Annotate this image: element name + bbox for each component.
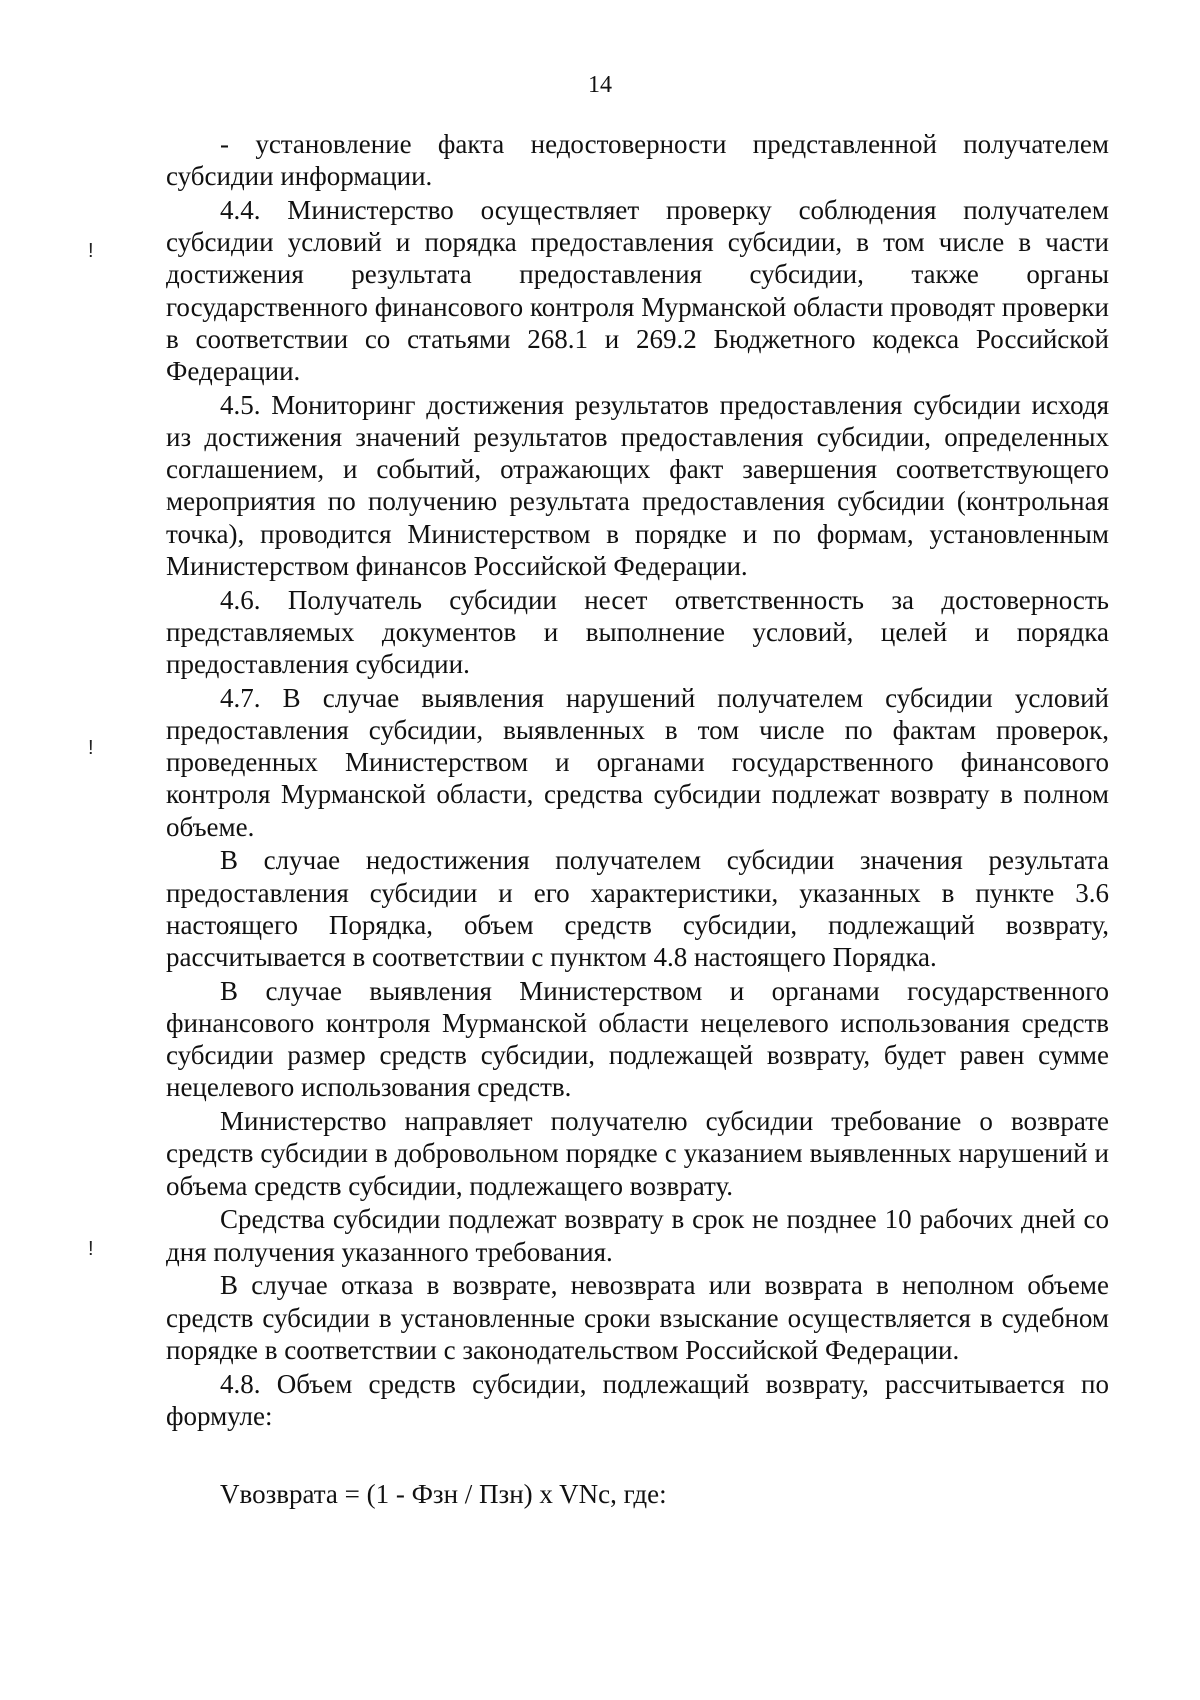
paragraph: Министерство направляет получателю субсидии требование о возврате средств субсидии в добровольном порядке с указанием выявленных нарушений и объема средств субсидии, подлежащего возврату. xyxy=(166,1106,1109,1201)
paragraph-4-7: 4.7. В случае выявления нарушений получателем субсидии условий предоставления субсидии, выявленных в том числе по фактам проверок, проведенных Министерством и органами государственного финансового контроля Мурманской области, средства субсидии подлежат возврату в полном объеме. xyxy=(166,682,1109,842)
paragraph: В случае отказа в возврате, невозврата или возврата в неполном объеме средств субсидии в установленные сроки взыскание осуществляется в судебном порядке в соответствии с законодательством Российской Федерации. xyxy=(166,1270,1109,1365)
paragraph-4-5: 4.5. Мониторинг достижения результатов предоставления субсидии исходя из достижения значений результатов предоставления субсидии, определенных соглашением, и событий, отражающих факт завершения соответствующего мероприятия по получению результата предоставления субсидии (контрольная точка), проводится Министерством в порядке и по формам, установленным Министерством финансов Российской Федерации. xyxy=(166,389,1109,581)
margin-mark: ! xyxy=(88,240,94,262)
paragraph-4-8: 4.8. Объем средств субсидии, подлежащий возврату, рассчитывается по формуле: xyxy=(166,1368,1109,1431)
paragraph: В случае выявления Министерством и органами государственного финансового контроля Мурманской области нецелевого использования средств субсидии размер средств субсидии, подлежащей возврату, будет равен сумме нецелевого использования средств. xyxy=(166,975,1109,1103)
paragraph: Средства субсидии подлежат возврату в срок не позднее 10 рабочих дней со дня получения указанного требования. xyxy=(166,1204,1109,1267)
paragraph: - установление факта недостоверности представленной получателем субсидии информации. xyxy=(166,129,1109,192)
margin-mark: ! xyxy=(88,737,94,759)
paragraph-4-4: 4.4. Министерство осуществляет проверку соблюдения получателем субсидии условий и порядка предоставления субсидии, в том числе в части достижения результата предоставления субсидии, также органы государственного финансового контроля Мурманской области проводят проверки в соответствии со статьями 268.1 и 269.2 Бюджетного кодекса Российской Федерации. xyxy=(166,195,1109,387)
page-number: 14 xyxy=(588,72,612,98)
formula: Vвозврата = (1 - Фзн / Пзн) x VNc, где: xyxy=(220,1479,667,1510)
margin-mark: ! xyxy=(88,1238,94,1260)
paragraph: В случае недостижения получателем субсидии значения результата предоставления субсидии и его характеристики, указанных в пункте 3.6 настоящего Порядка, объем средств субсидии, подлежащий возврату, рассчитывается в соответствии с пунктом 4.8 настоящего Порядка. xyxy=(166,845,1109,973)
paragraph-4-6: 4.6. Получатель субсидии несет ответственность за достоверность представляемых документов и выполнение условий, целей и порядка предоставления субсидии. xyxy=(166,584,1109,680)
document-body xyxy=(166,128,1109,1510)
